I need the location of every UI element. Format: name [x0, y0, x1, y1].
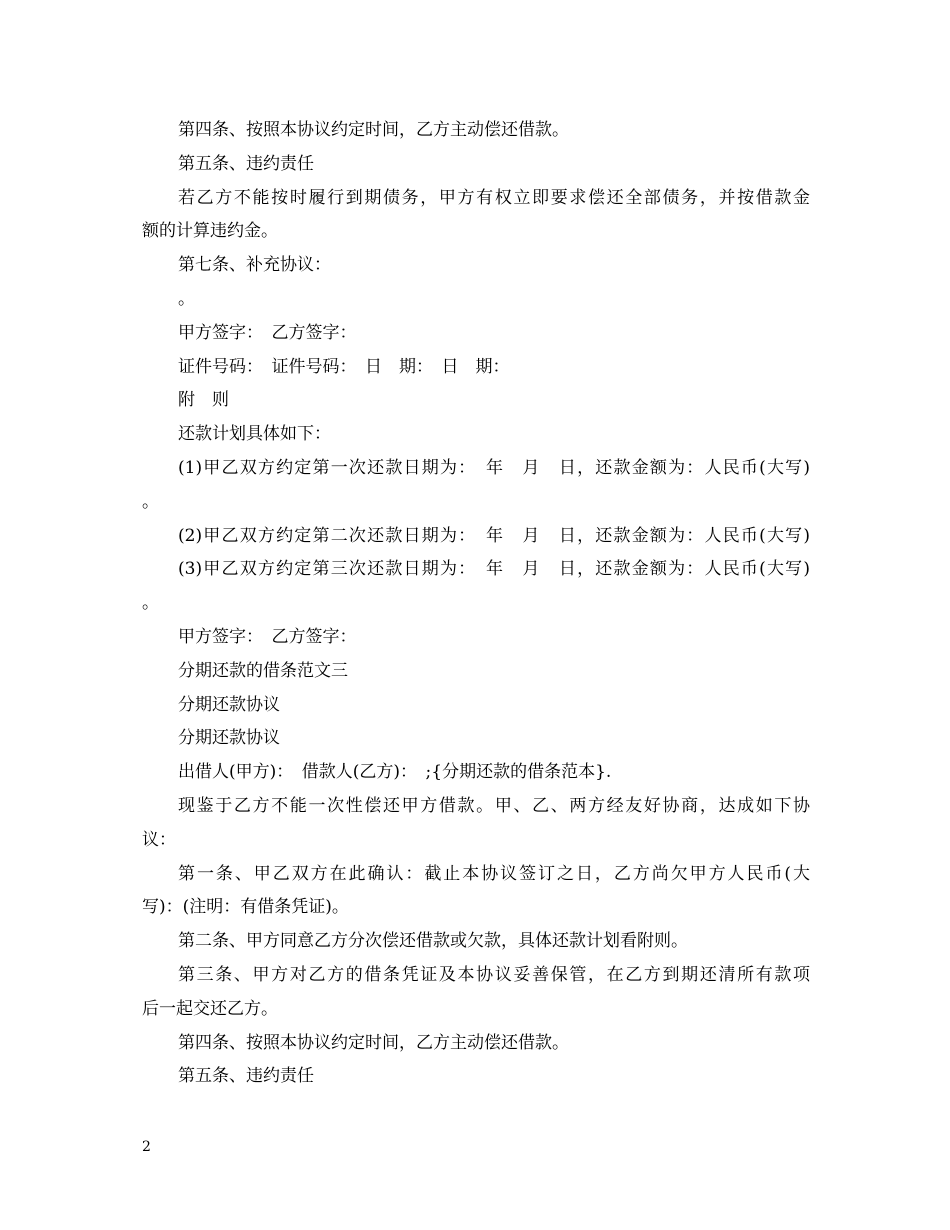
text-line: 第二条、甲方同意乙方分次偿还借款或欠款，具体还款计划看附则。	[178, 931, 688, 952]
text-line: 第五条、违约责任	[178, 1066, 314, 1087]
text-line: 第七条、补充协议：	[178, 255, 331, 276]
text-line: 分期还款协议	[178, 694, 280, 715]
text-line: 额的计算违约金。	[142, 221, 278, 242]
text-line: 还款计划具体如下：	[178, 424, 331, 445]
text-line: 第一条、甲乙双方在此确认：截止本协议签订之日，乙方尚欠甲方人民币(大	[178, 863, 810, 884]
text-line: (1)甲乙双方约定第一次还款日期为： 年 月 日，还款金额为：人民币(大写)	[178, 457, 810, 478]
text-line: 第四条、按照本协议约定时间，乙方主动偿还借款。	[178, 1032, 569, 1053]
text-line: 分期还款的借条范文三	[178, 660, 348, 681]
text-line: 证件号码： 证件号码： 日 期： 日 期：	[178, 356, 510, 377]
text-line: (2)甲乙双方约定第二次还款日期为： 年 月 日，还款金额为：人民币(大写)	[178, 525, 810, 546]
text-line: 甲方签字： 乙方签字：	[178, 322, 357, 343]
text-line: 写)：(注明：有借条凭证)。	[142, 897, 349, 918]
page-number: 2	[142, 1139, 151, 1155]
text-line: 第四条、按照本协议约定时间，乙方主动偿还借款。	[178, 120, 569, 140]
text-line: 附 则	[178, 390, 229, 411]
text-line: 议：	[142, 829, 176, 850]
text-line: 甲方签字： 乙方签字：	[178, 626, 357, 647]
text-line: 。	[142, 593, 159, 614]
text-line: 。	[178, 288, 195, 309]
document-body	[142, 114, 810, 1094]
text-line: 分期还款协议	[178, 728, 280, 749]
text-line: 。	[142, 491, 159, 512]
text-line: 第五条、违约责任	[178, 153, 314, 174]
text-line: 出借人(甲方)： 借款人(乙方)： ;{分期还款的借条范本}.	[178, 762, 612, 783]
text-line: 现鉴于乙方不能一次性偿还甲方借款。甲、乙、两方经友好协商，达成如下协	[178, 795, 810, 816]
text-line: 若乙方不能按时履行到期债务，甲方有权立即要求偿还全部债务，并按借款金	[178, 187, 810, 208]
text-line: 后一起交还乙方。	[142, 998, 278, 1019]
text-line: 第三条、甲方对乙方的借条凭证及本协议妥善保管，在乙方到期还清所有款项	[178, 964, 810, 985]
text-line: (3)甲乙双方约定第三次还款日期为： 年 月 日，还款金额为：人民币(大写)	[178, 559, 810, 580]
